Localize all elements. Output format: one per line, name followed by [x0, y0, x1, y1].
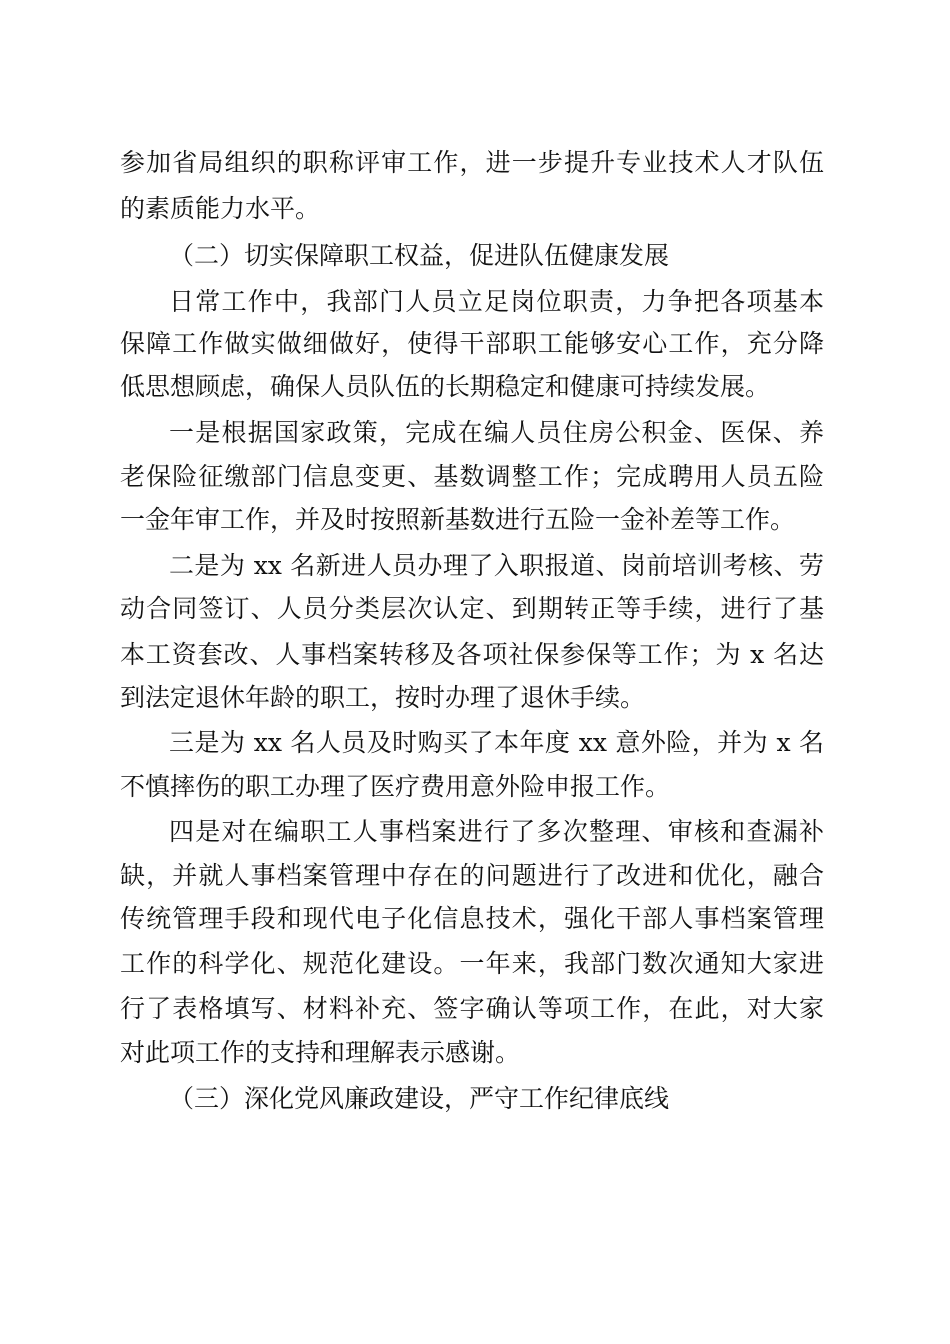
text-line: 传统管理手段和现代电子化信息技术，强化干部人事档案管理	[120, 904, 824, 933]
text-line: 二是为 xx 名新进人员办理了入职报道、岗前培训考核、劳	[169, 551, 824, 580]
text-line: 保障工作做实做细做好，使得干部职工能够安心工作，充分降	[120, 329, 824, 358]
text-line: 对此项工作的支持和理解表示感谢。	[120, 1038, 521, 1067]
text-line: 日常工作中，我部门人员立足岗位职责，力争把各项基本	[169, 287, 824, 316]
text-line: 到法定退休年龄的职工，按时办理了退休手续。	[120, 683, 646, 712]
text-line: 四是对在编职工人事档案进行了多次整理、审核和查漏补	[169, 817, 824, 846]
text-line: 低思想顾虑，确保人员队伍的长期稳定和健康可持续发展。	[120, 372, 771, 401]
text-line: 老保险征缴部门信息变更、基数调整工作；完成聘用人员五险	[120, 462, 824, 491]
text-line: 的素质能力水平。	[120, 194, 321, 223]
text-line: 一金年审工作，并及时按照新基数进行五险一金补差等工作。	[120, 505, 796, 534]
section-heading: （三）深化党风廉政建设，严守工作纪律底线	[169, 1084, 670, 1113]
text-line: 不慎摔伤的职工办理了医疗费用意外险申报工作。	[120, 772, 671, 801]
text-line: 缺，并就人事档案管理中存在的问题进行了改进和优化，融合	[120, 861, 824, 890]
text-line: 工作的科学化、规范化建设。一年来，我部门数次通知大家进	[120, 949, 824, 978]
text-line: 三是为 xx 名人员及时购买了本年度 xx 意外险，并为 x 名	[169, 728, 824, 757]
text-line: 动合同签订、人员分类层次认定、到期转正等手续，进行了基	[120, 594, 824, 623]
text-line: 参加省局组织的职称评审工作，进一步提升专业技术人才队伍	[120, 148, 824, 177]
text-line: 一是根据国家政策，完成在编人员住房公积金、医保、养	[169, 418, 824, 447]
text-line: 本工资套改、人事档案转移及各项社保参保等工作；为 x 名达	[120, 640, 824, 669]
section-heading: （二）切实保障职工权益，促进队伍健康发展	[169, 241, 670, 270]
text-line: 行了表格填写、材料补充、签字确认等项工作，在此，对大家	[120, 994, 824, 1023]
